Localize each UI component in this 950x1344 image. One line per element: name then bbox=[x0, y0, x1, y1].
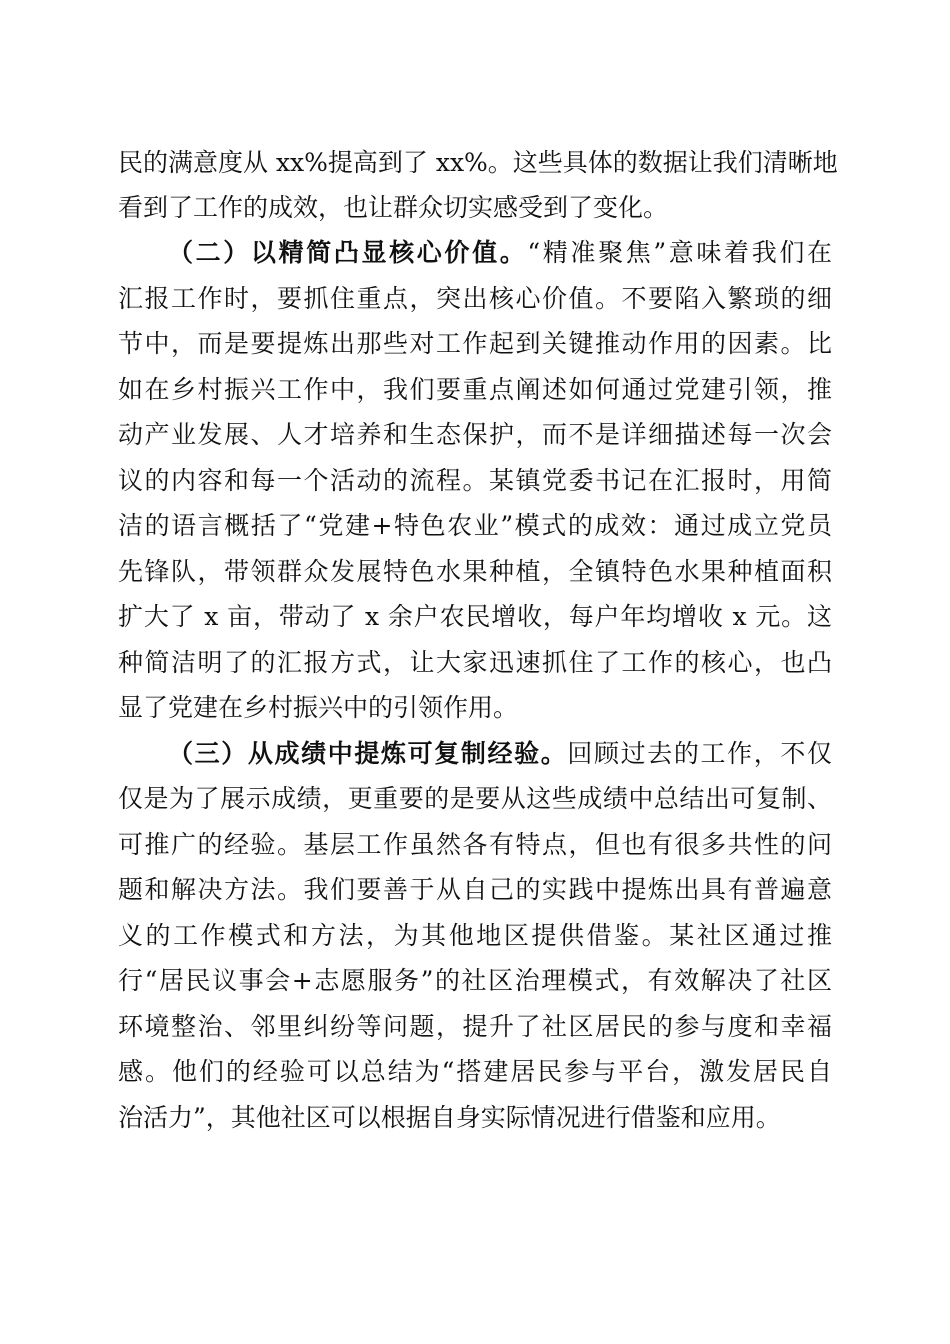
text-line: 环境整治、邻里纠纷等问题，提升了社区居民的参与度和幸福 bbox=[118, 1012, 832, 1041]
text-line: 可推广的经验。基层工作虽然各有特点，但也有很多共性的问 bbox=[118, 830, 832, 859]
text-line: 看到了工作的成效，也让群众切实感受到了变化。 bbox=[118, 193, 669, 222]
text-line: 义的工作模式和方法，为其他地区提供借鉴。某社区通过推 bbox=[118, 921, 832, 950]
text-span: 回顾过去的工作，不仅 bbox=[567, 739, 832, 768]
text-line: 治活力”，其他社区可以根据自身实际情况进行借鉴和应用。 bbox=[118, 1103, 781, 1132]
text-line: 先锋队，带领群众发展特色水果种植，全镇特色水果种植面积 bbox=[118, 557, 832, 586]
text-line: 如在乡村振兴工作中，我们要重点阐述如何通过党建引领，推 bbox=[118, 375, 832, 404]
text-line: 感。他们的经验可以总结为“搭建居民参与平台，激发居民自 bbox=[118, 1057, 832, 1086]
text-line: 动产业发展、人才培养和生态保护，而不是详细描述每一次会 bbox=[118, 420, 832, 449]
text-line: 民的满意度从 xx%提高到了 xx%。这些具体的数据让我们清晰地 bbox=[118, 148, 838, 177]
section-heading-3: （三）从成绩中提炼可复制经验。 bbox=[168, 739, 568, 768]
paragraph-first-line bbox=[168, 739, 832, 769]
text-line: 仅是为了展示成绩，更重要的是要从这些成绩中总结出可复制、 bbox=[118, 784, 832, 813]
section-heading-2: （二）以精简凸显核心价值。 bbox=[168, 238, 528, 267]
text-line: 题和解决方法。我们要善于从自己的实践中提炼出具有普遍意 bbox=[118, 875, 832, 904]
text-line: 种简洁明了的汇报方式，让大家迅速抓住了工作的核心，也凸 bbox=[118, 648, 832, 677]
paragraph-first-line bbox=[168, 238, 832, 268]
text-line: 行“居民议事会+志愿服务”的社区治理模式，有效解决了社区 bbox=[118, 966, 832, 995]
text-line: 洁的语言概括了“党建+特色农业”模式的成效：通过成立党员 bbox=[118, 511, 832, 540]
text-line: 议的内容和每一个活动的流程。某镇党委书记在汇报时，用简 bbox=[118, 466, 832, 495]
text-line: 扩大了 x 亩，带动了 x 余户农民增收，每户年均增收 x 元。这 bbox=[118, 602, 832, 631]
text-line: 显了党建在乡村振兴中的引领作用。 bbox=[118, 693, 519, 722]
text-span: “精准聚焦”意味着我们在 bbox=[527, 238, 832, 267]
text-line: 汇报工作时，要抓住重点，突出核心价值。不要陷入繁琐的细 bbox=[118, 284, 832, 313]
text-line: 节中，而是要提炼出那些对工作起到关键推动作用的因素。比 bbox=[118, 329, 832, 358]
